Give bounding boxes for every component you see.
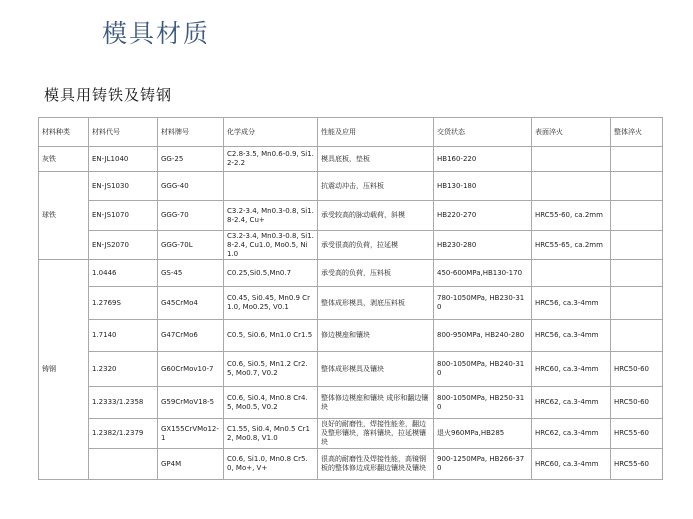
chemical-composition-cell: C1.55, Si0.4, Mn0.5 Cr12, Mo0.8, V1.0 bbox=[224, 419, 318, 449]
material-code-cell: EN-JS2070 bbox=[89, 231, 158, 260]
page-title: 模具材质 bbox=[102, 19, 211, 48]
header-cell: 材料代号 bbox=[89, 118, 158, 147]
material-type-cell: 铸钢 bbox=[39, 260, 89, 480]
material-type-cell: 球铁 bbox=[39, 172, 89, 260]
material-grade-cell: GGG-70 bbox=[158, 201, 224, 231]
surface-hardening-cell bbox=[532, 147, 611, 172]
material-code-cell: EN-JS1030 bbox=[89, 172, 158, 201]
header-cell: 材料牌号 bbox=[158, 118, 224, 147]
surface-hardening-cell: HRC56, ca.3-4mm bbox=[532, 287, 611, 320]
through-hardening-cell bbox=[611, 260, 663, 287]
through-hardening-cell: HRC50-60 bbox=[611, 387, 663, 419]
delivery-state-cell: HB130-180 bbox=[434, 172, 532, 201]
chemical-composition-cell bbox=[224, 172, 318, 201]
delivery-state-cell: 退火960MPa,HB285 bbox=[434, 419, 532, 449]
application-cell: 很高的耐磨性及焊接性能，高镜钢板的整体修边成形翻边镶块及镶块 bbox=[318, 449, 434, 480]
material-code-cell: 1.7140 bbox=[89, 320, 158, 352]
delivery-state-cell: 800-1050MPa, HB240-310 bbox=[434, 352, 532, 387]
surface-hardening-cell: HRC55-65, ca.2mm bbox=[532, 231, 611, 260]
material-grade-cell: GGG-40 bbox=[158, 172, 224, 201]
application-cell: 整体成形模具，剥底压料板 bbox=[318, 287, 434, 320]
header-cell: 化学成分 bbox=[224, 118, 318, 147]
material-code-cell: 1.2333/1.2358 bbox=[89, 387, 158, 419]
delivery-state-cell: 780-1050MPa, HB230-310 bbox=[434, 287, 532, 320]
application-cell: 承受较高的脉动载荷，斜模 bbox=[318, 201, 434, 231]
material-code-cell: 1.2320 bbox=[89, 352, 158, 387]
through-hardening-cell bbox=[611, 201, 663, 231]
material-code-cell bbox=[89, 449, 158, 480]
chemical-composition-cell: C0.6, Si0.4, Mn0.8 Cr4.5, Mo0.5, V0.2 bbox=[224, 387, 318, 419]
application-cell: 整体成形模具及镶块 bbox=[318, 352, 434, 387]
table-row bbox=[39, 449, 663, 480]
surface-hardening-cell: HRC60, ca.3-4mm bbox=[532, 449, 611, 480]
section-title: 模具用铸铁及铸钢 bbox=[44, 86, 173, 104]
material-code-cell: 1.0446 bbox=[89, 260, 158, 287]
table-row bbox=[39, 260, 663, 287]
header-cell: 交货状态 bbox=[434, 118, 532, 147]
table-row bbox=[39, 231, 663, 260]
table-row bbox=[39, 287, 663, 320]
surface-hardening-cell bbox=[532, 172, 611, 201]
table-row bbox=[39, 201, 663, 231]
material-code-cell: EN-JL1040 bbox=[89, 147, 158, 172]
material-type-cell: 灰铁 bbox=[39, 147, 89, 172]
material-grade-cell: G47CrMo6 bbox=[158, 320, 224, 352]
table-header-row bbox=[39, 118, 663, 147]
material-code-cell: EN-JS1070 bbox=[89, 201, 158, 231]
header-cell: 表面淬火 bbox=[532, 118, 611, 147]
header-cell: 整体淬火 bbox=[611, 118, 663, 147]
material-grade-cell: GP4M bbox=[158, 449, 224, 480]
through-hardening-cell bbox=[611, 172, 663, 201]
material-table bbox=[38, 117, 663, 480]
surface-hardening-cell: HRC55-60, ca.2mm bbox=[532, 201, 611, 231]
delivery-state-cell: HB220-270 bbox=[434, 201, 532, 231]
material-grade-cell: G45CrMo4 bbox=[158, 287, 224, 320]
delivery-state-cell: 800-950MPa, HB240-280 bbox=[434, 320, 532, 352]
through-hardening-cell: HRC50-60 bbox=[611, 352, 663, 387]
chemical-composition-cell: C3.2-3.4, Mn0.3-0.8, Si1.8-2.4, Cu1.0, Mo0.5, Ni1.0 bbox=[224, 231, 318, 260]
through-hardening-cell: HRC55-60 bbox=[611, 419, 663, 449]
material-grade-cell: GGG-70L bbox=[158, 231, 224, 260]
chemical-composition-cell: C0.6, Si1.0, Mn0.8 Cr5.0, Mo+, V+ bbox=[224, 449, 318, 480]
through-hardening-cell bbox=[611, 147, 663, 172]
delivery-state-cell: 900-1250MPa, HB266-370 bbox=[434, 449, 532, 480]
material-code-cell: 1.2382/1.2379 bbox=[89, 419, 158, 449]
delivery-state-cell: 800-1050MPa, HB250-310 bbox=[434, 387, 532, 419]
application-cell: 承受很高的负荷，拉延模 bbox=[318, 231, 434, 260]
chemical-composition-cell: C0.45, Si0.45, Mn0.9 Cr1.0, Mo0.25, V0.1 bbox=[224, 287, 318, 320]
header-cell: 性能及应用 bbox=[318, 118, 434, 147]
material-grade-cell: G59CrMoV18-5 bbox=[158, 387, 224, 419]
material-grade-cell: GG-25 bbox=[158, 147, 224, 172]
header-cell: 材料种类 bbox=[39, 118, 89, 147]
table-row bbox=[39, 172, 663, 201]
table-row bbox=[39, 320, 663, 352]
application-cell: 模具底板，垫板 bbox=[318, 147, 434, 172]
table-row bbox=[39, 387, 663, 419]
application-cell: 整体修边模座和镶块 成形和翻边镶块 bbox=[318, 387, 434, 419]
material-grade-cell: G60CrMov10-7 bbox=[158, 352, 224, 387]
chemical-composition-cell: C3.2-3.4, Mn0.3-0.8, Si1.8-2.4, Cu+ bbox=[224, 201, 318, 231]
table-row bbox=[39, 352, 663, 387]
delivery-state-cell: 450-600MPa,HB130-170 bbox=[434, 260, 532, 287]
material-grade-cell: GX155CrVMo12-1 bbox=[158, 419, 224, 449]
application-cell: 承受高的负荷，压料板 bbox=[318, 260, 434, 287]
table-row bbox=[39, 419, 663, 449]
surface-hardening-cell: HRC62, ca.3-4mm bbox=[532, 419, 611, 449]
chemical-composition-cell: C2.8-3.5, Mn0.6-0.9, Si1.2-2.2 bbox=[224, 147, 318, 172]
application-cell: 抗震动冲击，压料板 bbox=[318, 172, 434, 201]
chemical-composition-cell: C0.6, Si0.5, Mn1.2 Cr2.5, Mo0.7, V0.2 bbox=[224, 352, 318, 387]
material-code-cell: 1.2769S bbox=[89, 287, 158, 320]
delivery-state-cell: HB230-280 bbox=[434, 231, 532, 260]
application-cell: 修边模座和镶块 bbox=[318, 320, 434, 352]
delivery-state-cell: HB160-220 bbox=[434, 147, 532, 172]
through-hardening-cell bbox=[611, 287, 663, 320]
surface-hardening-cell: HRC62, ca.3-4mm bbox=[532, 387, 611, 419]
through-hardening-cell bbox=[611, 231, 663, 260]
surface-hardening-cell: HRC60, ca.3-4mm bbox=[532, 352, 611, 387]
through-hardening-cell: HRC55-60 bbox=[611, 449, 663, 480]
application-cell: 良好的耐磨性，焊接性能差，翻边及整形镶块，落料镶块，拉延模镶块 bbox=[318, 419, 434, 449]
surface-hardening-cell bbox=[532, 260, 611, 287]
through-hardening-cell bbox=[611, 320, 663, 352]
chemical-composition-cell: C0.5, Si0.6, Mn1.0 Cr1.5 bbox=[224, 320, 318, 352]
surface-hardening-cell: HRC56, ca.3-4mm bbox=[532, 320, 611, 352]
chemical-composition-cell: C0.25,Si0.5,Mn0.7 bbox=[224, 260, 318, 287]
material-grade-cell: GS-45 bbox=[158, 260, 224, 287]
table-row bbox=[39, 147, 663, 172]
